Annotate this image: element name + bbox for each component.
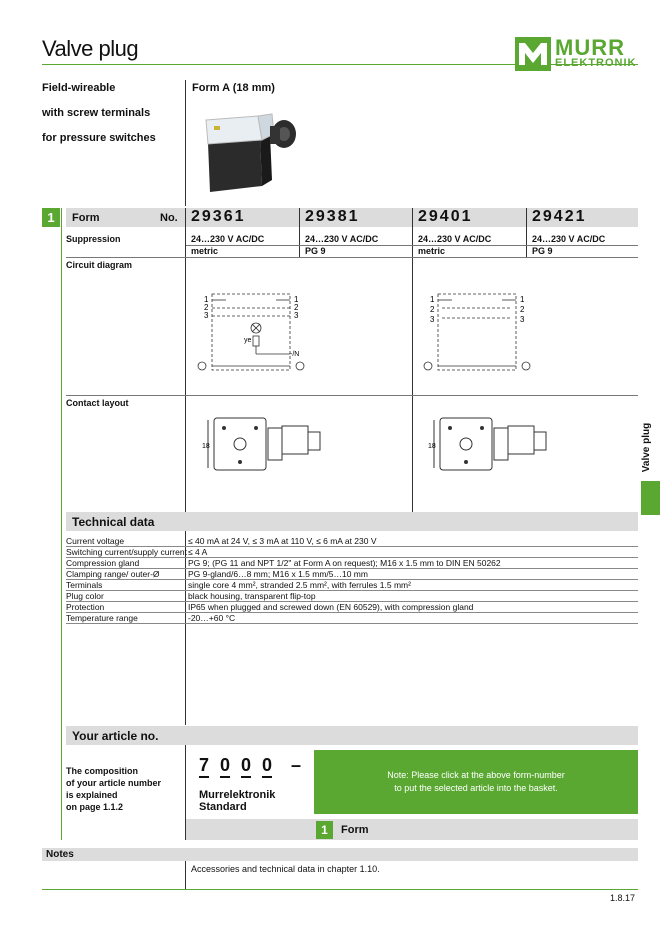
col-divider-0 bbox=[185, 208, 186, 519]
svg-text:1: 1 bbox=[520, 295, 525, 304]
tech-row-current-voltage: Current voltage ≤ 40 mA at 24 V, ≤ 3 mA at 110 V, ≤ 6 mA at 230 V bbox=[66, 536, 638, 547]
tech-row-protection: Protection IP65 when plugged and screwed down (EN 60529), with compression gland bbox=[66, 602, 638, 613]
intro-form: Form A (18 mm) bbox=[192, 82, 275, 94]
side-tab-marker bbox=[641, 481, 660, 515]
digit-4: 0 bbox=[262, 755, 272, 778]
tech-row-clamping-range: Clamping range/ outer-Ø PG 9-gland/6…8 mm; M16 x 1.5 mm/5…10 mm bbox=[66, 569, 638, 580]
circuit-label: Circuit diagram bbox=[66, 260, 133, 270]
note-line-2: to put the selected article into the basket. bbox=[394, 783, 558, 793]
article-heading: Your article no. bbox=[72, 729, 159, 743]
svg-text:3: 3 bbox=[204, 311, 209, 320]
gland-1: metric bbox=[191, 246, 219, 256]
svg-text:2: 2 bbox=[204, 303, 209, 312]
svg-text:ye: ye bbox=[244, 337, 252, 344]
intro-divider bbox=[185, 80, 186, 206]
tech-row-terminals: Terminals single core 4 mm², stranded 2.5 mm², with ferrules 1.5 mm² bbox=[66, 580, 638, 591]
tech-row-plug-color: Plug color black housing, transparent flip-top bbox=[66, 591, 638, 602]
notes-heading: Notes bbox=[46, 849, 74, 860]
suppression-1: 24…230 V AC/DC bbox=[191, 234, 265, 244]
gland-2: PG 9 bbox=[305, 246, 326, 256]
note-box bbox=[314, 750, 638, 814]
logo-text-elektronik: ELEKTRONIK bbox=[555, 57, 637, 69]
notes-text: Accessories and technical data in chapter 1.10. bbox=[191, 864, 380, 874]
valve-plug-image bbox=[200, 108, 300, 198]
svg-text:2: 2 bbox=[520, 305, 525, 314]
side-tab-label: Valve plug bbox=[641, 422, 653, 473]
suppression-label: Suppression bbox=[66, 234, 121, 244]
tech-row-compression-gland: Compression gland PG 9; (PG 11 and NPT 1/2" at Form A on request); M16 x 1.5 mm to DIN EN 50262 bbox=[66, 558, 638, 569]
gland-4: PG 9 bbox=[532, 246, 553, 256]
intro-line-1: Field-wireable bbox=[42, 82, 116, 94]
svg-text:2: 2 bbox=[294, 303, 299, 312]
explain-line-4: on page 1.1.2 bbox=[66, 802, 124, 812]
article-29361[interactable]: 29361 bbox=[191, 208, 246, 225]
col-divider-2 bbox=[412, 208, 413, 512]
svg-text:1: 1 bbox=[430, 295, 435, 304]
contact-layout-2 bbox=[424, 414, 554, 474]
section-1-number: 1 bbox=[42, 208, 60, 227]
tech-row-temperature: Temperature range -20…+60 °C bbox=[66, 613, 638, 624]
suppression-4: 24…230 V AC/DC bbox=[532, 234, 606, 244]
circuit-diagram-1 bbox=[196, 290, 306, 376]
circ-1-p1: 1 bbox=[204, 295, 209, 304]
murr-logo bbox=[515, 37, 639, 71]
explain-line-1: The composition bbox=[66, 766, 138, 776]
gland-rule bbox=[66, 257, 638, 258]
page-number: 1.8.17 bbox=[610, 893, 636, 903]
no-label: No. bbox=[160, 212, 178, 224]
article-divider bbox=[185, 745, 186, 840]
col-divider-3 bbox=[526, 208, 527, 257]
svg-text:3: 3 bbox=[430, 315, 435, 324]
notes-divider bbox=[185, 861, 186, 889]
col-divider-1 bbox=[299, 208, 300, 257]
explain-line-3: is explained bbox=[66, 790, 118, 800]
circuit-diagram-2 bbox=[422, 290, 532, 376]
murr-logo-icon bbox=[515, 37, 551, 71]
article-dash: – bbox=[291, 755, 302, 775]
suppression-3: 24…230 V AC/DC bbox=[418, 234, 492, 244]
gland-3: metric bbox=[418, 246, 446, 256]
tech-row-switching-current: Switching current/supply current ≤ 4 A bbox=[66, 547, 638, 558]
article-29421[interactable]: 29421 bbox=[532, 208, 587, 225]
section-1-green-rule bbox=[61, 208, 62, 840]
note-line-1: Note: Please click at the above form-number bbox=[387, 770, 565, 780]
notes-header-bar bbox=[42, 848, 638, 861]
footer-rule bbox=[42, 889, 638, 890]
svg-text:3: 3 bbox=[520, 315, 525, 324]
standard-line-1: Murrelektronik bbox=[199, 789, 276, 801]
contact-layout-1 bbox=[198, 414, 328, 474]
form-footer-number[interactable]: 1 bbox=[316, 821, 333, 839]
page-title: Valve plug bbox=[42, 36, 139, 61]
contact-label: Contact layout bbox=[66, 398, 129, 408]
explain-line-2: of your article number bbox=[66, 778, 162, 788]
standard-line-2: Standard bbox=[199, 801, 247, 813]
intro-line-2: with screw terminals bbox=[42, 107, 151, 119]
intro-line-3: for pressure switches bbox=[42, 132, 156, 144]
form-footer-label: Form bbox=[341, 824, 369, 836]
svg-text:3: 3 bbox=[294, 311, 299, 320]
digit-2: 0 bbox=[220, 755, 230, 778]
form-footer-bar bbox=[186, 819, 638, 840]
logo-text-murr: MURR bbox=[555, 35, 625, 60]
svg-text:18: 18 bbox=[428, 443, 436, 450]
suppression-2: 24…230 V AC/DC bbox=[305, 234, 379, 244]
suppression-rule bbox=[186, 245, 638, 246]
technical-heading: Technical data bbox=[72, 515, 155, 529]
circuit-rule bbox=[66, 395, 638, 396]
digit-1: 7 bbox=[199, 755, 209, 778]
digit-3: 0 bbox=[241, 755, 251, 778]
svg-text:-/N: -/N bbox=[290, 351, 300, 358]
form-label: Form bbox=[72, 212, 100, 224]
article-29401[interactable]: 29401 bbox=[418, 208, 473, 225]
svg-text:1: 1 bbox=[294, 295, 299, 304]
svg-text:2: 2 bbox=[430, 305, 435, 314]
article-29381[interactable]: 29381 bbox=[305, 208, 360, 225]
side-tab[interactable] bbox=[640, 412, 660, 482]
svg-text:18: 18 bbox=[202, 443, 210, 450]
